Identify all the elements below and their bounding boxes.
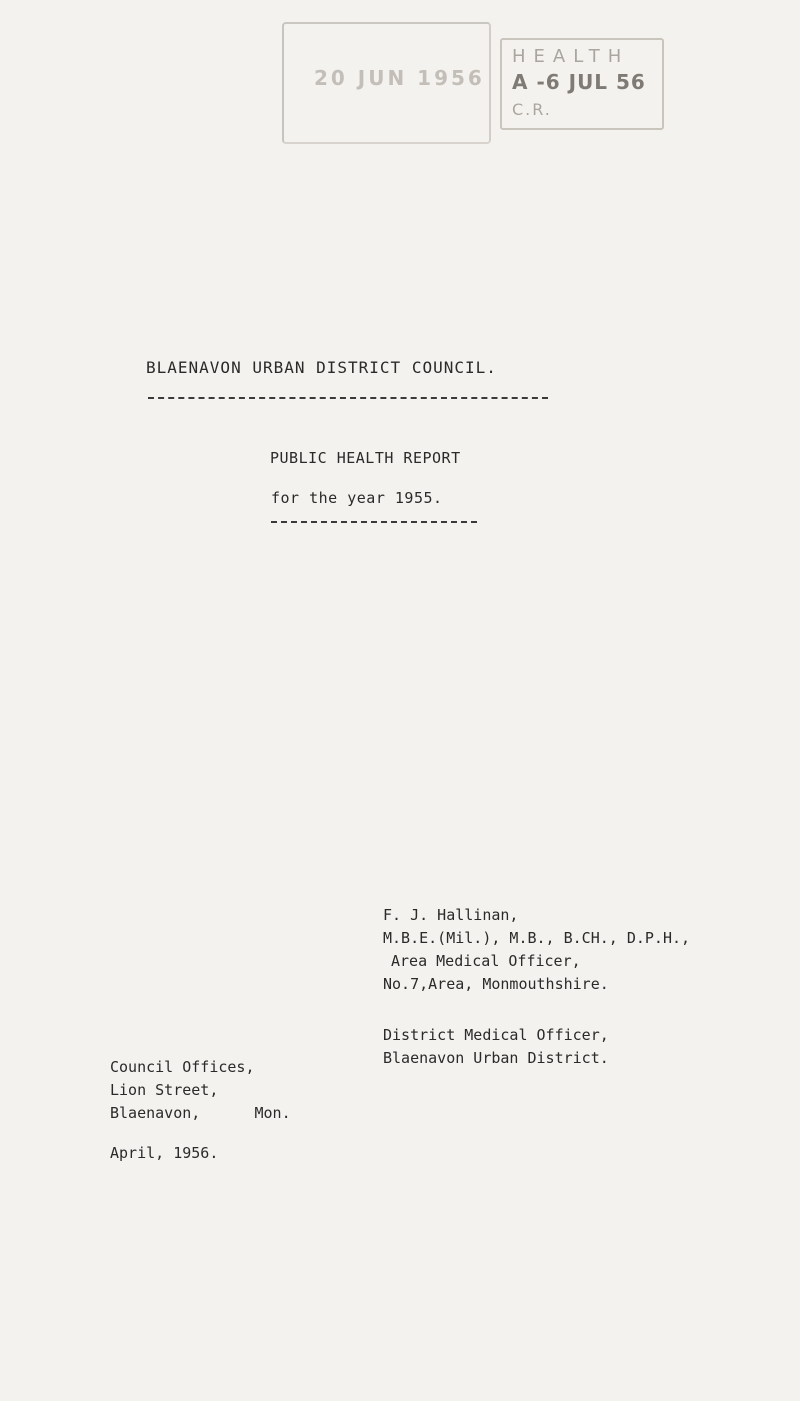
title-underline bbox=[148, 397, 548, 399]
address-line-2: Lion Street, bbox=[110, 1081, 219, 1099]
author-role-area: Area Medical Officer, bbox=[391, 952, 581, 970]
health-stamp-date: A -6 JUL 56 bbox=[512, 70, 646, 94]
address-block bbox=[110, 1056, 291, 1125]
address-line-1: Council Offices, bbox=[110, 1058, 255, 1076]
health-stamp-label: HEALTH bbox=[512, 46, 630, 67]
received-stamp bbox=[282, 22, 491, 144]
author-qualifications: M.B.E.(Mil.), M.B., B.CH., D.P.H., bbox=[383, 929, 691, 947]
report-title: PUBLIC HEALTH REPORT bbox=[270, 449, 461, 467]
council-title: BLAENAVON URBAN DISTRICT COUNCIL. bbox=[146, 358, 497, 377]
author-role-district: District Medical Officer, bbox=[383, 1026, 609, 1044]
author-area: No.7,Area, Monmouthshire. bbox=[383, 975, 609, 993]
author-block bbox=[383, 904, 690, 1070]
address-line-3: Blaenavon, Mon. bbox=[110, 1104, 291, 1122]
health-stamp-initials: C.R. bbox=[512, 100, 552, 119]
report-period: for the year 1955. bbox=[271, 489, 443, 507]
health-stamp bbox=[500, 38, 664, 130]
author-name: F. J. Hallinan, bbox=[383, 906, 519, 924]
author-district: Blaenavon Urban District. bbox=[383, 1049, 609, 1067]
report-date: April, 1956. bbox=[110, 1144, 219, 1162]
received-stamp-date: 20 JUN 1956 bbox=[314, 66, 485, 90]
subtitle-underline bbox=[271, 521, 477, 523]
